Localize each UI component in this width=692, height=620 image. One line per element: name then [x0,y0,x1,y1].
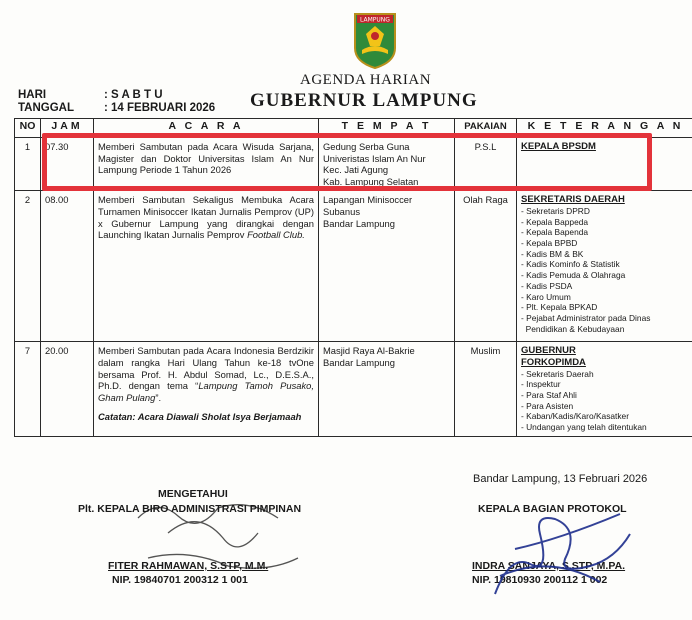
col-header-tempat: T E M P A T [319,119,455,138]
left-heading: MENGETAHUI [158,488,228,500]
keterangan-head: SEKRETARIS DAERAH [521,194,625,206]
right-signature [470,494,640,604]
col-header-keterangan: K E T E R A N G A N [517,119,692,138]
list-item: - Sekretaris Daerah [521,368,594,379]
row-jam: 20.00 [41,342,94,436]
tanggal-value: : 14 FEBRUARI 2026 [104,102,216,114]
tempat-line: Bandar Lampung [323,217,395,229]
tempat-line: Gedung Serba Guna [323,141,410,152]
row-pakaian: Muslim [455,342,517,436]
list-item: - Kepala BPBD [521,238,578,249]
list-item: - Plt. Kepala BPKAD [521,302,598,313]
acara-catatan: Catatan: Acara Diawali Sholat Isya Berjamaah [98,411,302,423]
row-tempat [319,342,455,436]
list-item: - Inspektur [521,379,561,390]
acara-italic: Lampung Tamoh Pusako, Gham Pulang [98,380,314,403]
right-name: INDRA SANJAYA, S.STP, M.PA. [472,560,626,572]
row-acara [94,191,319,342]
row-pakaian: P.S.L [455,138,517,191]
row-no: 1 [15,138,41,191]
col-header-pakaian: PAKAIAN [455,119,517,138]
list-item: - Para Asisten [521,400,574,411]
row-pakaian: Olah Raga [455,191,517,342]
row-no: 2 [15,191,41,342]
agenda-title: GUBERNUR LAMPUNG [250,90,478,111]
tempat-line: Lapangan Minisoccer [323,194,413,206]
col-header-jam: JAM [41,119,94,138]
tempat-line: Kab. Lampung Selatan [323,175,419,187]
right-title: KEPALA BAGIAN PROTOKOL [478,503,627,515]
acara-text: Memberi Sambutan pada Acara Indonesia Berdzikir dalam rangka Hari Ulang Tahun ke-18 tvOne bersama Prof. H. Abdul Somad, Lc., D.E.S.A., Ph.D. dengan tema “ [98,345,314,392]
list-item: - Undangan yang telah ditentukan [521,422,647,433]
tanggal-label: TANGGAL [18,102,75,114]
list-item: - Kadis Pemuda & Olahraga [521,270,626,281]
tempat-line: Masjid Raya Al-Bakrie [323,345,415,357]
table-row [15,342,692,436]
keterangan-head: KEPALA BPSDM [521,141,596,152]
highlight-box [42,133,652,191]
list-item: - Kadis BM & BK [521,248,584,259]
list-item: - Kepala Bappeda [521,216,589,227]
keterangan-head: GUBERNUR FORKOPIMDA [521,345,586,368]
tempat-line: Subanus [323,205,361,217]
acara-tail: ”. [155,391,162,403]
list-item: - Para Staf Ahli [521,389,577,400]
list-item: - Sekretaris DPRD [521,205,590,216]
tempat-line: Kec. Jati Agung [323,164,389,176]
list-item: - Kadis PSDA [521,280,573,291]
keterangan-list [521,369,690,433]
list-item: - Kepala Bapenda [521,227,589,238]
list-item: - Kaban/Kadis/Karo/Kasatker [521,411,630,422]
row-tempat [319,191,455,342]
row-no: 7 [15,342,41,436]
acara-italic: Football Club. [247,229,305,241]
table-row [15,191,692,342]
left-signature [128,478,308,588]
list-item: Pendidikan & Kebudayaan [521,323,625,334]
acara-text: Memberi Sambutan Sekaligus Membuka Acara Turnamen Minisoccer Ikatan Jurnalis Pemprov (UP) x Gubernur Lampung yang dirangkai dengan Launching Ikatan Jurnalis Pemprov [98,194,314,241]
tempat-line: Bandar Lampung [323,356,395,368]
place-date: Bandar Lampung, 13 Februari 2026 [473,473,648,485]
row-keterangan [517,191,692,342]
keterangan-list [521,206,690,334]
list-item: - Kadis Kominfo & Statistik [521,259,620,270]
left-title: Plt. KEPALA BIRO ADMINISTRASI PIMPINAN [78,503,302,515]
right-nip: NIP. 19810930 200112 1 002 [472,574,608,586]
col-header-acara: A C A R A [94,119,319,138]
list-item: - Pejabat Administrator pada Dinas [521,313,651,323]
hari-label: HARI [18,89,47,101]
row-keterangan [517,342,692,436]
row-jam: 07.30 [41,138,94,191]
left-name: FITER RAHMAWAN, S.STP, M.M. [108,560,269,572]
list-item: - Karo Umum [521,291,571,302]
hari-value: : S A B T U [104,89,163,101]
row-acara: Memberi Sambutan pada Acara Wisuda Sarjana, Magister dan Doktor Universitas Islam An Nur Lampung Periode 1 Tahun 2026 [94,138,319,191]
tempat-line: Univeristas Islam An Nur [323,152,426,164]
col-header-no: NO [15,119,41,138]
logo-text: LAMPUNG [360,16,390,24]
left-nip: NIP. 19840701 200312 1 001 [112,574,248,586]
row-acara [94,342,319,436]
lampung-emblem-logo [352,12,398,70]
row-jam: 08.00 [41,191,94,342]
agenda-subtitle: AGENDA HARIAN [300,72,432,88]
